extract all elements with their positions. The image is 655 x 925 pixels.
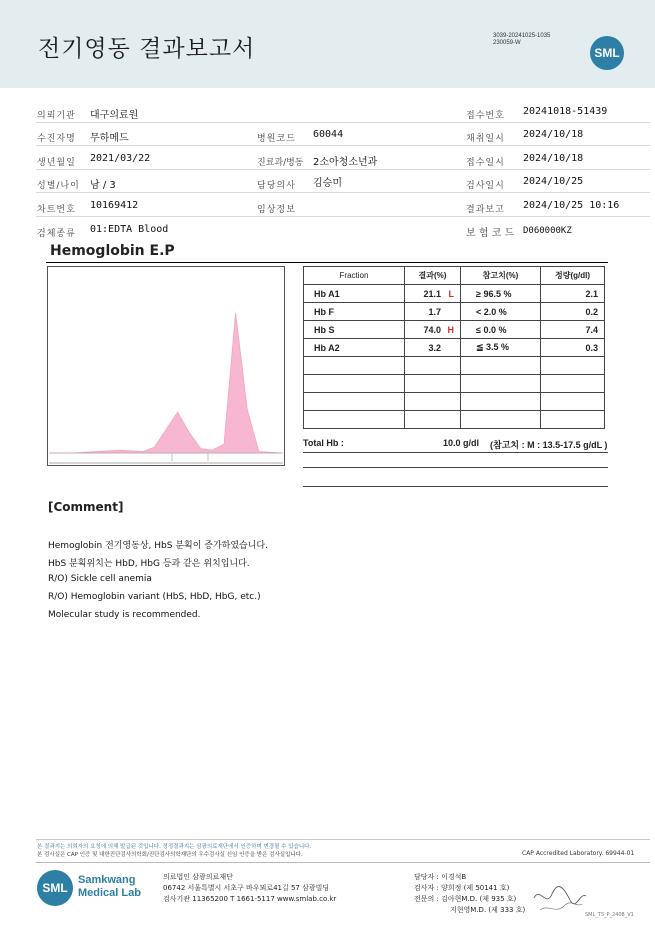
electrophoresis-chart xyxy=(47,266,285,466)
table-row xyxy=(304,339,605,357)
reference-value: ≦ 3.5 % xyxy=(461,339,541,357)
logo-text: SML xyxy=(594,46,620,60)
footer-logo-text: SML xyxy=(42,881,68,895)
fraction-name: Hb F xyxy=(304,303,405,321)
staff-line-1: 담당자 : 이경석B xyxy=(414,873,467,881)
dept-value: 2소아청소년과 xyxy=(313,157,378,168)
divider xyxy=(36,145,650,146)
total-underline xyxy=(303,452,608,453)
result-flag: H xyxy=(447,324,454,335)
result-cell xyxy=(405,285,461,303)
electrophoresis-curve xyxy=(50,313,282,453)
brand-line-2: Medical Lab xyxy=(78,887,141,899)
comment-line: R/O) Sickle cell anemia xyxy=(48,574,152,584)
empty-row xyxy=(304,375,605,393)
report-code-line2: 230059-W xyxy=(493,40,521,46)
footer-rule xyxy=(36,862,650,863)
staff-line-2: 검사자 : 양희정 (제 50141 호) xyxy=(414,884,510,892)
total-hb-reference: (참고치 : M : 13.5-17.5 g/dL ) xyxy=(490,440,608,450)
hospital-code-value: 60044 xyxy=(313,129,344,140)
header-reference: 참고치(%) xyxy=(461,267,541,285)
table-row xyxy=(304,285,605,303)
blank-line xyxy=(303,467,608,468)
sml-footer-logo-icon xyxy=(37,870,73,906)
total-hb-value: 10.0 g/dl xyxy=(443,438,480,448)
table-row xyxy=(304,321,605,339)
fraction-name: Hb A2 xyxy=(304,339,405,357)
hospital-code-label: 병원코드 xyxy=(257,134,296,144)
receipt-date-value: 2024/10/18 xyxy=(523,153,584,164)
quantity-value: 0.3 xyxy=(541,339,605,357)
dept-label: 진료과/병동 xyxy=(257,158,304,168)
org-registration: 검사기관 11365200 T 1661-5117 www.smlab.co.kr xyxy=(163,895,337,903)
divider xyxy=(36,192,650,193)
section-title: Hemoglobin E.P xyxy=(50,243,175,259)
institution-label: 의뢰기관 xyxy=(37,111,76,121)
exam-date-value: 2024/10/25 xyxy=(523,176,584,187)
result-value: 21.1 xyxy=(423,288,441,299)
footer-notice-1: 본 결과지는 의뢰자의 요청에 의해 발급된 것입니다. 정정결과지는 삼광의료재단에서 인증하며 변경될 수 있습니다. xyxy=(37,844,312,850)
doctor-value: 김승미 xyxy=(313,178,342,189)
section-rule xyxy=(46,262,608,263)
org-name: 의료법인 삼광의료재단 xyxy=(163,873,233,881)
staff-line-4: 지현영M.D. (제 333 호) xyxy=(450,906,526,914)
brand-line-1: Samkwang xyxy=(78,874,136,886)
blank-line xyxy=(303,486,608,487)
reference-value: ≤ 0.0 % xyxy=(461,321,541,339)
specimen-value: 01:EDTA Blood xyxy=(90,224,169,235)
receipt-no-value: 20241018-51439 xyxy=(523,106,608,117)
fraction-name: Hb A1 xyxy=(304,285,405,303)
institution-value: 대구의료원 xyxy=(90,110,139,121)
sex-age-value: 남 / 3 xyxy=(90,180,116,191)
total-hb-label: Total Hb : xyxy=(303,438,344,448)
chart-no-label: 차트번호 xyxy=(37,205,76,215)
signature-icon xyxy=(530,878,590,918)
quantity-value: 0.2 xyxy=(541,303,605,321)
comment-line: HbS 분획위치는 HbD, HbG 등과 같은 위치입니다. xyxy=(48,559,250,569)
result-value: 74.0 xyxy=(423,324,441,335)
result-flag: L xyxy=(448,288,454,299)
electrophoresis-svg xyxy=(48,267,284,465)
empty-row xyxy=(304,411,605,429)
quantity-value: 7.4 xyxy=(541,321,605,339)
exam-date-label: 검사일시 xyxy=(466,181,505,191)
insurance-value: D060000KZ xyxy=(523,226,572,236)
doctor-label: 담당의사 xyxy=(257,181,296,191)
comment-line: Molecular study is recommended. xyxy=(48,610,201,620)
chart-no-value: 10169412 xyxy=(90,200,139,211)
birth-value: 2021/03/22 xyxy=(90,153,151,164)
header-fraction: Fraction xyxy=(304,267,405,285)
staff-line-3: 전문의 : 김아현M.D. (제 935 호) xyxy=(414,895,517,903)
divider xyxy=(36,169,650,170)
empty-row xyxy=(304,393,605,411)
recipient-value: 무하메드 xyxy=(90,133,129,144)
clinical-label: 임상정보 xyxy=(257,205,296,215)
table-row xyxy=(304,303,605,321)
comment-title: [Comment] xyxy=(48,500,124,514)
result-cell xyxy=(405,321,461,339)
reference-value: < 2.0 % xyxy=(461,303,541,321)
result-cell xyxy=(405,339,461,357)
report-date-label: 결과보고 xyxy=(466,205,505,215)
comment-line: R/O) Hemoglobin variant (HbS, HbD, HbG, etc.) xyxy=(48,592,261,602)
total-hb xyxy=(303,438,608,448)
form-version: SML_TS_P_2408_V1 xyxy=(585,912,634,918)
receipt-date-label: 접수일시 xyxy=(466,158,505,168)
report-title: 전기영동 결과보고서 xyxy=(38,36,256,62)
sex-age-label: 성별/나이 xyxy=(37,181,80,191)
report-code-line1: 3039-20241025-1035 xyxy=(493,33,551,39)
result-value: 3.2 xyxy=(428,342,441,353)
header-quantity: 정량(g/dl) xyxy=(541,267,605,285)
insurance-label: 보 험 코 드 xyxy=(466,228,515,239)
birth-label: 생년월일 xyxy=(37,158,76,168)
comment-line: Hemoglobin 전기영동상, HbS 분획이 증가하였습니다. xyxy=(48,541,268,551)
receipt-no-label: 접수번호 xyxy=(466,111,505,121)
collect-date-label: 채취일시 xyxy=(466,134,505,144)
report-date-value: 2024/10/25 10:16 xyxy=(523,200,620,211)
org-address: 06742 서울특별시 서초구 바우뫼로41길 57 삼광빌딩 xyxy=(163,884,330,892)
result-value: 1.7 xyxy=(428,306,441,317)
quantity-value: 2.1 xyxy=(541,285,605,303)
sml-logo-icon xyxy=(590,36,624,70)
table-header-row xyxy=(304,267,605,285)
result-cell xyxy=(405,303,461,321)
reference-value: ≥ 96.5 % xyxy=(461,285,541,303)
recipient-label: 수진자명 xyxy=(37,134,76,144)
footer-notice-2: 본 검사실은 CAP 인증 및 대한진단검사의학회/진단검사의학재단의 우수검사실 신임 인증을 받은 검사실입니다. xyxy=(37,852,303,858)
divider xyxy=(36,122,650,123)
header-result: 결과(%) xyxy=(405,267,461,285)
fraction-name: Hb S xyxy=(304,321,405,339)
collect-date-value: 2024/10/18 xyxy=(523,129,584,140)
empty-row xyxy=(304,357,605,375)
divider xyxy=(36,216,650,217)
fraction-table xyxy=(303,266,605,429)
specimen-label: 검체종류 xyxy=(37,229,76,239)
footer-rule xyxy=(36,839,650,840)
cap-accreditation: CAP Accredited Laboratory. 69944-01 xyxy=(522,850,635,857)
